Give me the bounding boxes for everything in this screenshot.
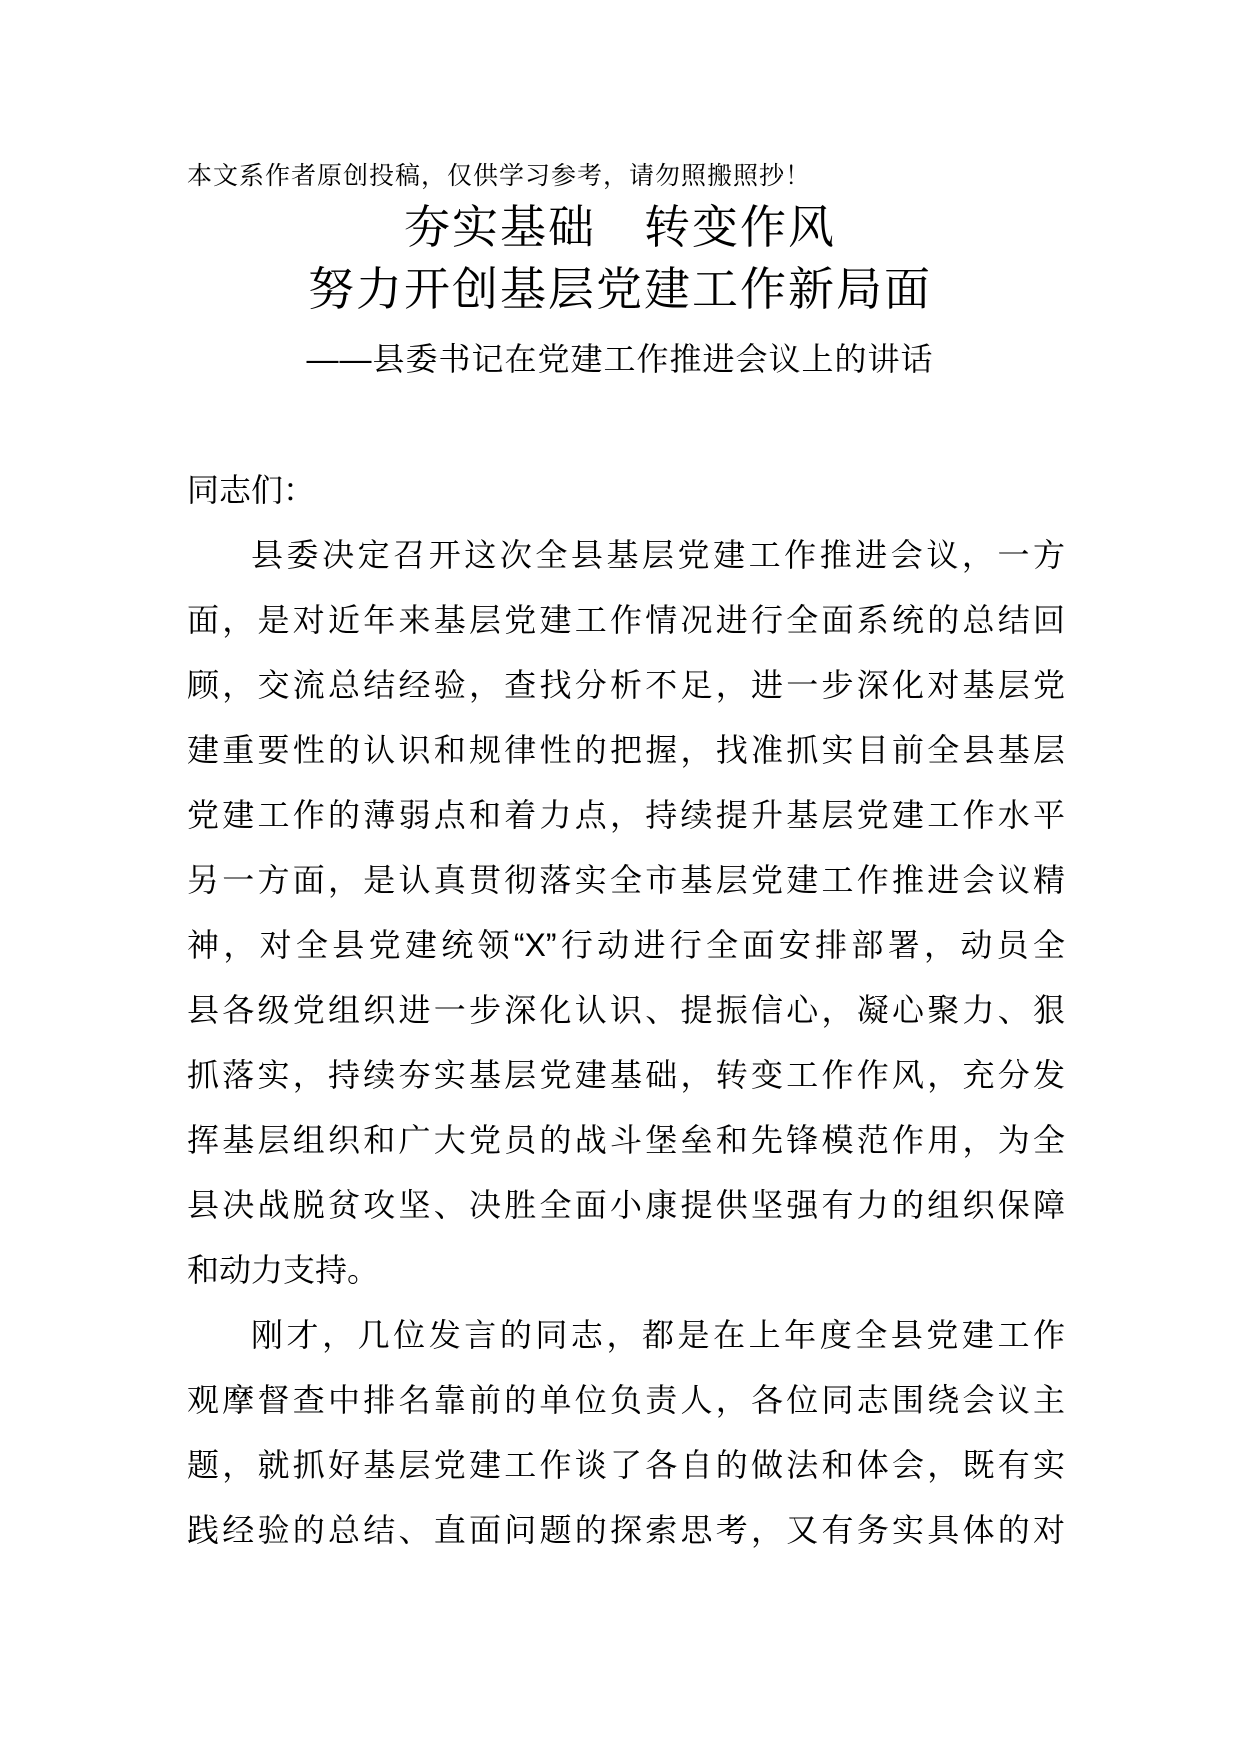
body-line: 题，就抓好基层党建工作谈了各自的做法和体会，既有实 <box>187 1447 1065 1483</box>
body-line: 神，对全县党建统领“X”行动进行全面安排部署，动员全 <box>187 927 1065 963</box>
body-line: 县决战脱贫攻坚、决胜全面小康提供坚强有力的组织保障 <box>187 1187 1065 1223</box>
title-line-2: 努力开创基层党建工作新局面 <box>308 263 932 315</box>
body-line: 建重要性的认识和规律性的把握，找准抓实目前全县基层 <box>187 732 1065 768</box>
body-line: 观摩督查中排名靠前的单位负责人，各位同志围绕会议主 <box>187 1382 1065 1418</box>
body-line: 抓落实，持续夯实基层党建基础，转变工作作风，充分发 <box>187 1057 1065 1093</box>
document-subtitle: ——县委书记在党建工作推进会议上的讲话 <box>306 341 934 377</box>
disclaimer-note: 本文系作者原创投稿，仅供学习参考，请勿照搬照抄！ <box>187 162 812 190</box>
body-line: 和动力支持。 <box>187 1252 380 1288</box>
paragraph <box>187 523 1065 1303</box>
body-line: 践经验的总结、直面问题的探索思考，又有务实具体的对 <box>187 1512 1065 1548</box>
document-title <box>0 196 1240 320</box>
body-line: 面，是对近年来基层党建工作情况进行全面系统的总结回 <box>187 602 1065 638</box>
salutation-line: 同志们： <box>187 472 316 508</box>
body-line: 顾，交流总结经验，查找分析不足，进一步深化对基层党 <box>187 667 1065 703</box>
paragraph <box>187 1303 1065 1563</box>
title-line-1: 夯实基础 转变作风 <box>404 201 836 253</box>
body-line: 挥基层组织和广大党员的战斗堡垒和先锋模范作用，为全 <box>187 1122 1065 1158</box>
body-line: 县各级党组织进一步深化认识、提振信心，凝心聚力、狠 <box>187 992 1065 1028</box>
body-line: 县委决定召开这次全县基层党建工作推进会议，一方 <box>251 537 1065 573</box>
body-line: 另一方面，是认真贯彻落实全市基层党建工作推进会议精 <box>187 862 1065 898</box>
body-line: 刚才，几位发言的同志，都是在上年度全县党建工作 <box>251 1317 1065 1353</box>
document-body <box>187 458 1065 1563</box>
body-line: 党建工作的薄弱点和着力点，持续提升基层党建工作水平 <box>187 797 1065 833</box>
